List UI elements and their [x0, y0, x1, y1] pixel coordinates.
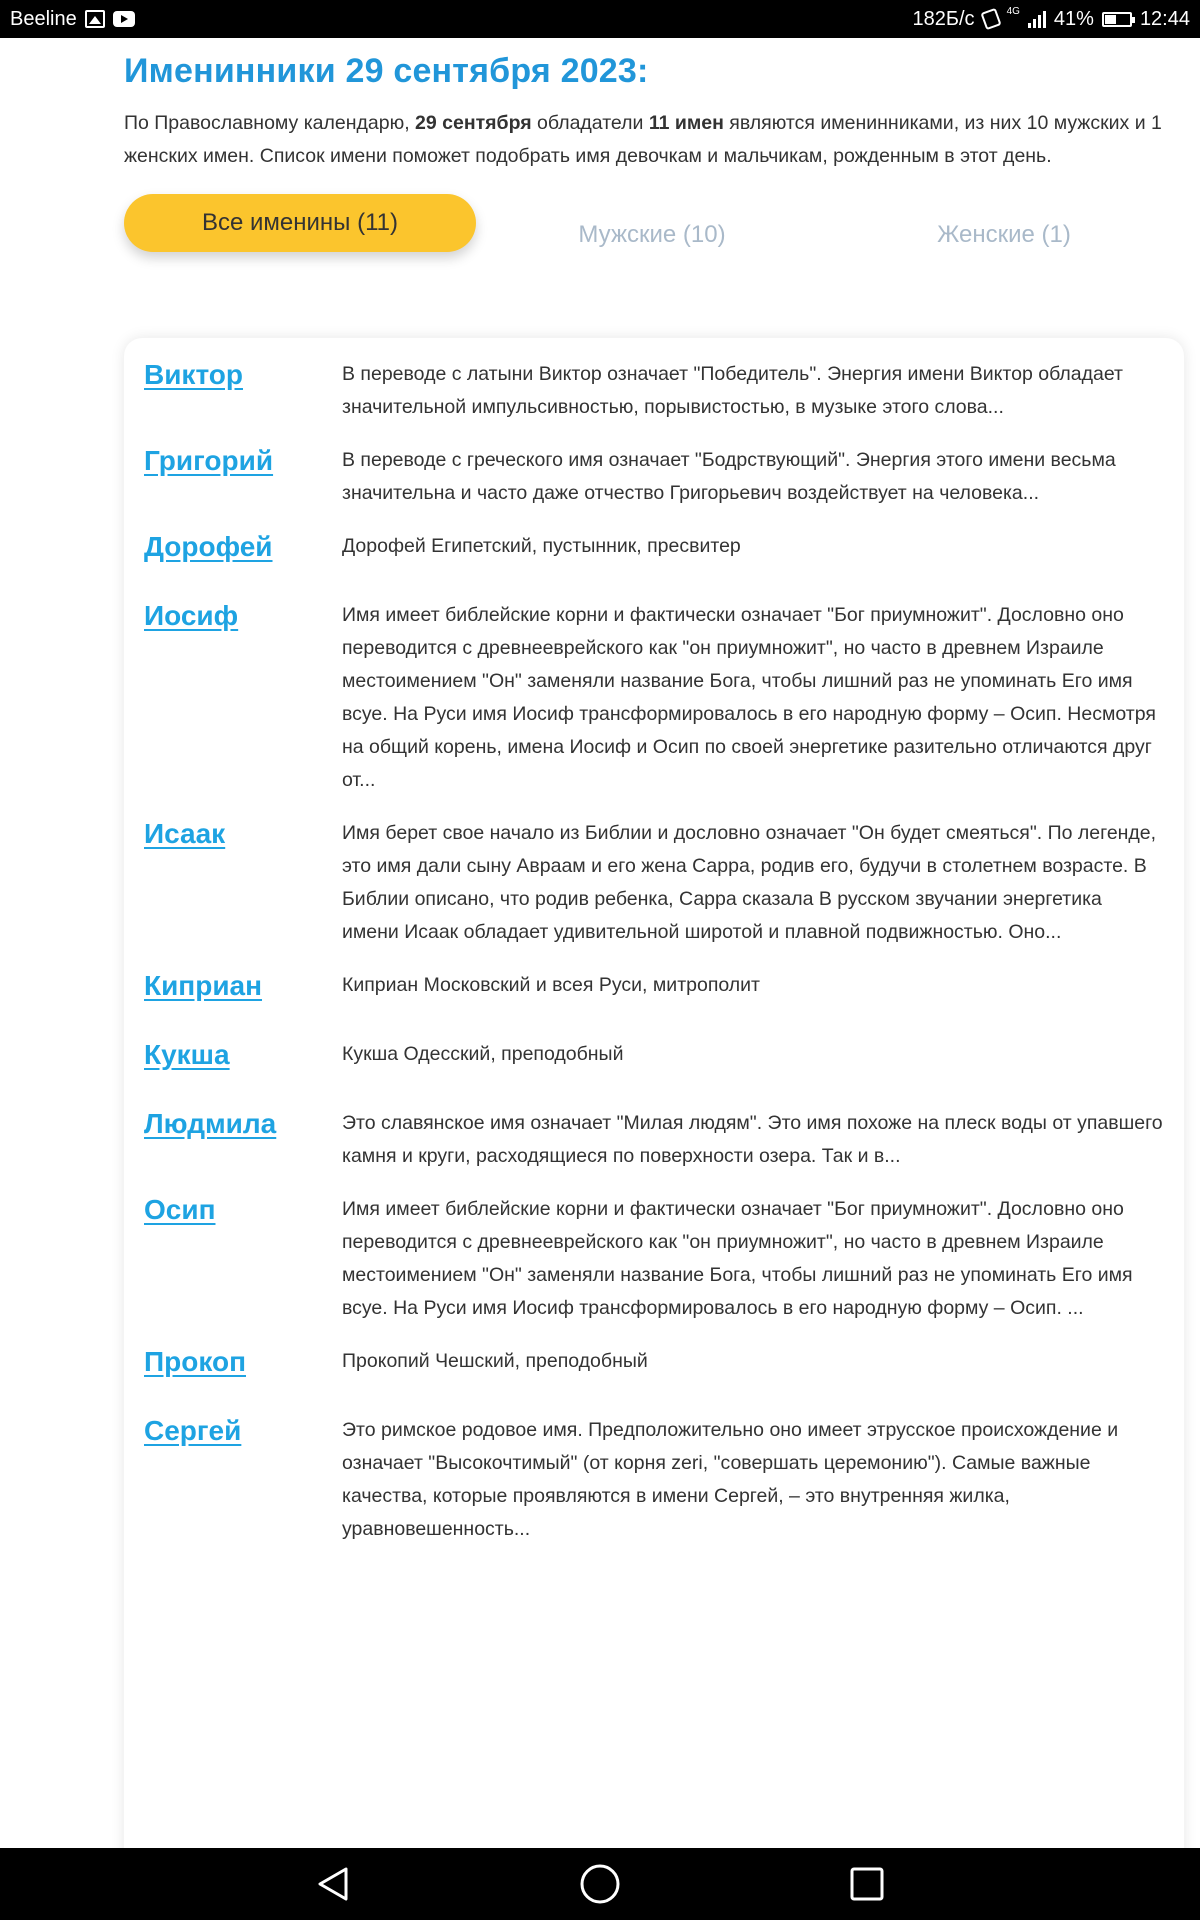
recents-icon[interactable] [837, 1854, 897, 1914]
name-link[interactable]: Киприан [144, 970, 263, 1001]
intro-text [124, 107, 1184, 173]
list-item [124, 1193, 1184, 1325]
list-item [124, 1107, 1184, 1173]
name-link[interactable]: Сергей [144, 1415, 242, 1446]
list-item [124, 530, 1184, 563]
tab-all-names[interactable]: Все именины (11) [124, 194, 476, 252]
name-description: Это славянское имя означает "Милая людям". Это имя похоже на плеск воды от упавшего камня и круги, расходящиеся по поверхности озера. Так и в... [342, 1112, 1163, 1167]
name-link[interactable]: Виктор [144, 359, 243, 390]
youtube-icon [113, 11, 135, 27]
name-link[interactable]: Прокоп [144, 1346, 246, 1377]
intro-part-2: обладатели [531, 112, 649, 134]
name-description: Имя имеет библейские корни и фактически означает "Бог приумножит". Дословно оно переводится с древнееврейского как "он приумножит", но часто в древнем Израиле местоимением "Он" заменяли название Бога, чтобы лишний раз не упоминать Его имя всуе. На Руси имя Иосиф трансформировалось в его народную форму – Осип. ... [342, 1198, 1133, 1319]
carrier-name: Beeline [10, 7, 77, 30]
network-type: 4G [1006, 5, 1020, 17]
name-description: Имя имеет библейские корни и фактически означает "Бог приумножит". Дословно оно переводится с древнееврейского как "он приумножит", но часто в древнем Израиле местоимением "Он" заменяли название Бога, чтобы лишний раз не упоминать Его имя всуе. На Руси имя Иосиф трансформировалось в его народную форму – Осип. Несмотря на общий корень, имена Иосиф и Осип по своей энергетике разительно отличаются друг от... [342, 604, 1156, 791]
list-item [124, 969, 1184, 1002]
name-description: Киприан Московский и всея Руси, митрополит [342, 974, 760, 996]
vibrate-icon [980, 8, 1001, 30]
battery-percent: 41% [1053, 7, 1094, 30]
name-description: Это римское родовое имя. Предположительно оно имеет этрусское происхождение и означает "Высокочтимый" (от корня zeri, "совершать церемонию"). Самые важные качества, которые проявляются в имени Сергей, – это внутренняя жилка, уравновешенность... [342, 1419, 1119, 1540]
name-description: Кукша Одесский, преподобный [342, 1043, 624, 1065]
names-list [124, 338, 1184, 1920]
name-description: Имя берет свое начало из Библии и дословно означает "Он будет смеяться". По легенде, это имя дали сыну Авраам и его жена Сарра, родив его, будучи в столетнем возрасте. В Библии описано, что родив ребенка, Сарра сказала В русском звучании энергетика имени Исаак обладает удивительной широтой и плавной подвижностью. Оно... [342, 822, 1157, 943]
name-description: В переводе с латыни Виктор означает "Победитель". Энергия имени Виктор обладает значительной импульсивностью, порывистостью, в музыке этого слова... [342, 363, 1123, 418]
tab-male-names[interactable]: Мужские (10) [578, 221, 726, 248]
navigation-bar [0, 1848, 1200, 1920]
name-link[interactable]: Осип [144, 1194, 216, 1225]
list-item [124, 817, 1184, 949]
name-link[interactable]: Дорофей [144, 531, 273, 562]
home-icon[interactable] [570, 1854, 630, 1914]
signal-icon [1028, 10, 1046, 28]
list-item [124, 358, 1184, 424]
name-link[interactable]: Григорий [144, 445, 274, 476]
battery-icon [1102, 12, 1132, 27]
intro-part-3: являются именинниками, из них 10 мужских и 1 женских имен. Список имени поможет подобрать имя девочкам и мальчикам, рожденным в этот день. [124, 112, 1162, 167]
back-icon[interactable] [303, 1854, 363, 1914]
name-description: Дорофей Египетский, пустынник, пресвитер [342, 535, 741, 557]
intro-part-1: По Православному календарю, [124, 112, 416, 134]
network-speed: 182Б/с [912, 7, 975, 30]
status-bar [0, 0, 1200, 38]
tab-female-names[interactable]: Женские (1) [937, 221, 1071, 248]
name-link[interactable]: Исаак [144, 818, 226, 849]
list-item [124, 1038, 1184, 1071]
name-link[interactable]: Кукша [144, 1039, 230, 1070]
name-link[interactable]: Людмила [144, 1108, 277, 1139]
list-item [124, 1414, 1184, 1546]
intro-date: 29 сентября [415, 112, 532, 134]
name-description: Прокопий Чешский, преподобный [342, 1350, 648, 1372]
name-description: В переводе с греческого имя означает "Бодрствующий". Энергия этого имени весьма значительна и часто даже отчество Григорьевич воздействует на человека... [342, 449, 1116, 504]
intro-count: 11 имен [648, 112, 724, 134]
page-title: Именинники 29 сентября 2023: [124, 52, 649, 90]
list-item [124, 1345, 1184, 1378]
filter-tabs [124, 183, 1184, 263]
list-item [124, 444, 1184, 510]
image-icon [85, 10, 105, 28]
name-link[interactable]: Иосиф [144, 600, 239, 631]
list-item [124, 599, 1184, 797]
clock: 12:44 [1139, 7, 1190, 30]
main-content [124, 38, 1184, 1540]
